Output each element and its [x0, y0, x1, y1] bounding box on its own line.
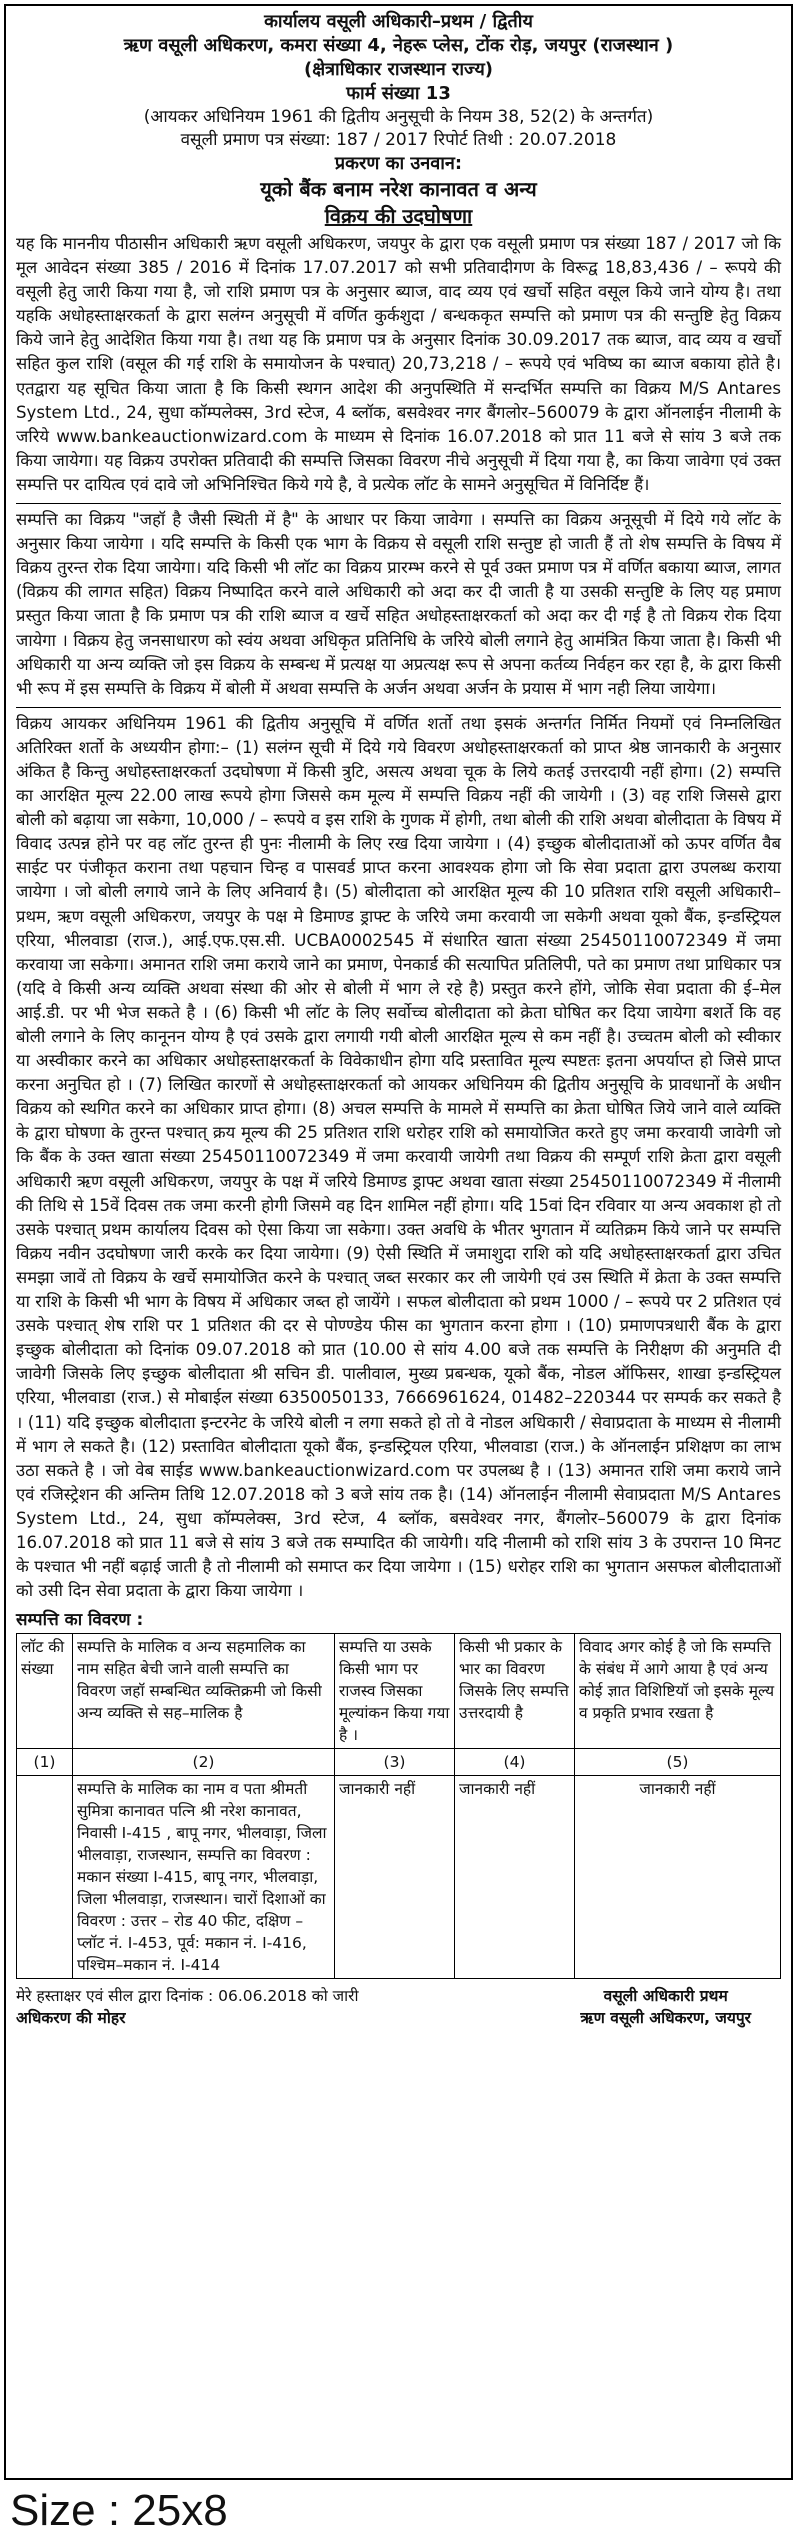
- ad-size-label: Size : 25x8: [10, 2486, 228, 2535]
- form-number: फार्म संख्या 13: [346, 83, 451, 104]
- column-header-description: सम्पत्ति के मालिक व अन्य सहमालिक का नाम सहित बेची जाने वाली सम्पत्ति का विवरण जहॉ सम्बन्धित व्यक्तिक्रमी जो किसी अन्य व्यक्ति से सह–मालिक है: [73, 1634, 335, 1749]
- property-schedule-table: [16, 1633, 781, 1979]
- issued-date-line: मेरे हस्ताक्षर एवं सील द्वारा दिनांक : 06.06.2018 को जारी: [16, 1987, 359, 2006]
- column-number-row: [17, 1749, 781, 1776]
- officer-signature: [580, 1985, 781, 2029]
- column-header-lot: लॉट की संख्या: [17, 1634, 73, 1749]
- proclamation-title: विक्रय की उदघोषणा: [324, 204, 473, 228]
- column-number: (5): [575, 1749, 781, 1776]
- officer-office: ऋण वसूली अधिकरण, जयपुर: [580, 2009, 751, 2028]
- paragraph-terms: विक्रय आयकर अधिनियम 1961 की द्वितीय अनुसूचि में वर्णित शर्तो तथा इसकं अन्तर्गत निर्मित नियमों एवं निम्नलिखित अतिरिक्त शर्तो के अध्ययीन होगा:– (1) सलंग्न सूची में दिये गये विवरण अधोहस्ताक्षरकर्ता को प्राप्त श्रेष्ठ जानकारी के अनुसार अंकित है किन्तु अधोहस्ताक्षरकर्ता उदघोषणा में किसी त्रुटि, असत्य अथवा चूक के लिये कतई उत्तरदायी नहीं होगा। (2) सम्पत्ति का आरक्षित मूल्य 22.00 लाख रूपये होगा जिससे कम मूल्य में सम्पत्ति विक्रय नहीं की जायेगी । (3) वह राशि जिससे द्वारा बोली को बढ़ाया जा सकेगा, 10,000 / – रूपये व इस राशि के गुणक में होगी, तथा बोली की राशि अथवा बोलीदाता के विषय में विवाद उत्पन्न होने पर वह लॉट तुरन्त ही पुनः नीलामी के लिए रख दिया जायेगा । (4) इच्छुक बोलीदाताओं को ऊपर वर्णित वैब साईट पर पंजीकृत कराना तथा पहचान चिन्ह व पासवर्ड प्राप्त करना आवश्यक होगा जो कि सेवा प्रदाता द्वारा उपलब्ध कराया जायेगा । जो बोली लगाये जाने के लिए अनिवार्य है। (5) बोलीदाता को आरक्षित मूल्य की 10 प्रतिशत राशि वसूली अधिकारी–प्रथम, ऋण वसूली अधिकरण, जयपुर के पक्ष मे डिमाण्ड ड्राफ्ट के जरिये जमा करवायी जा सकेगी अथवा यूको बैंक, इन्डस्ट्रियल एरिया, भीलवाडा (राज.), आई.एफ.एस.सी. UCBA0002545 में संधारित खाता संख्या 25450110072349 में जमा करवाया जा सकेगा। अमानत राशि जमा कराये जाने का प्रमाण, पेनकार्ड की सत्यापित प्रतिलिपी, पते का प्रमाण तथा प्राधिकार पत्र (यदि वे किसी अन्य व्यक्ति अथवा संस्था की ओर से बोली में भाग ले रहे है) प्रस्तुत करने होंगे, जोकि सेवा प्रदाता की ई–मेल आई.डी. पर भी भेज सकते है । (6) किसी भी लॉट के लिए सर्वोच्च बोलीदाता को क्रेता घोषित कर दिया जायेगा बशर्ते कि वह बोली लगाने के लिए कानूनन योग्य है एवं उसके द्वारा लगायी गयी बोली आरक्षित मूल्य से कम नहीं है। उच्चतम बोली को स्वीकार या अस्वीकार करने का अधिकार अधोहस्ताक्षरकर्ता के विवेकाधीन होगा यदि प्रस्तावित मूल्य स्पष्टतः इतना अपर्याप्त हो जिसे प्राप्त करना अनुचित हो । (7) लिखित कारणों से अधोहस्ताक्षरकर्ता को आयकर अधिनियम की द्वितीय अनुसूचि के प्रावधानों के अधीन विक्रय को स्थगित करने का अधिकार प्राप्त होगा। (8) अचल सम्पत्ति के मामले में सम्पत्ति का क्रेता घोषित जिये जाने वाले व्यक्ति के द्वारा घोषणा के तुरन्त पश्चात् क्रय मूल्य की 25 प्रतिशत राशि धरोहर राशि को समायोजित करते हुए जमा करवायी जावेगी जो कि बैंक के उक्त खाता संख्या 25450110072349 में जमा करवायी जायेगी तथा विक्रय की सम्पूर्ण राशि क्रेता द्वारा वसूली अधिकारी ऋण वसूली अधिकरण, जयपुर के पक्ष में जरिये डिमाण्ड ड्राफ्ट अथवा खाता संख्या 25450110072349 में नीलामी की तिथि से 15वें दिवस तक जमा करनी होगी जिसमे वह दिन शामिल नहीं होगा। यदि 15वां दिन रविवार या अन्य अवकाश हो तो उसके पश्चात् प्रथम कार्यालय दिवस को ऐसा किया जा सकेगा। उक्त अवधि के भीतर भुगतान में व्यतिक्रम किये जाने पर सम्पत्ति विक्रय नवीन उदघोषणा जारी करके कर दिया जायेगा। (9) ऐसी स्थिति में जमाशुदा राशि को यदि अधोहस्ताक्षरकर्ता द्वारा उचित समझा जावें तो विक्रय के खर्चे समायोजित करने के पश्चात् जब्त सरकार कर ली जायेगी एवं उस स्थिति में क्रेता के उक्त सम्पत्ति या राशि के किसी भी भाग के विषय में अधिकार जब्त हो जायेंगे । सफल बोलीदाता को प्रथम 1000 / – रूपये पर 2 प्रतिशत एवं उसके पश्चात् शेष राशि पर 1 प्रतिशत की दर से पोण्ण्डेय फीस का भुगतान करना होगा । (10) प्रमाणपत्रधारी बैंक के द्वारा इच्छुक बोलीदाता को दिनांक 09.07.2018 को प्रात (10.00 से सांय 4.00 बजे तक सम्पत्ति के निरीक्षण की अनुमति दी जावेगी जिसके लिए इच्छुक बोलीदाता श्री सचिन डी. पालीवाल, मुख्य प्रबन्धक, यूको बैंक, नोडल ऑफिसर, शाखा इन्डस्ट्रियल एरिया, भीलवाडा (राज.) से मोबाईल संख्या 6350050133, 7666961624, 01482–220344 पर सम्पर्क कर सकते है । (11) यदि इच्छुक बोलीदाता इन्टरनेट के जरिये बोली न लगा सकते हो तो वे नोडल अधिकारी / सेवाप्रदाता के माध्यम से नीलामी में भाग ले सकते है। (12) प्रस्तावित बोलीदाता यूको बैंक, इन्डस्ट्रियल एरिया, भीलवाडा (राज.) के ऑनलाईन प्रशिक्षण का लाभ उठा सकते है । जो वेब साईड www.bankeauctionwizard.com पर उपलब्ध है । (13) अमानत राशि जमा कराये जाने एवं रजिस्ट्रेशन की अन्तिम तिथि 12.07.2018 को 3 बजे सांय तक है। (14) ऑनलाईन नीलामी सेवाप्रदाता M/S Antares System Ltd., 24, सुधा कॉम्पलेक्स, 3rd स्टेज, 4 ब्लॉक, बसवेश्वर नगर, बैंगलोर–560079 के द्वारा दिनांक 16.07.2018 को प्रात 11 बजे से सांय 3 बजे तक सम्पादित की जायेगी। यदि नीलामी को राशि सांय 3 के उपरान्त 10 मिनट के पश्चात भी नहीं बढ़ाई जाती है तो नीलामी को समाप्त कर दिया जायेगा । (15) धरोहर राशि का भुगतान असफल बोलीदाताओं को उसी दिन सेवा प्रदाता के द्वारा किया जायेगा ।: [16, 713, 782, 1601]
- case-caption-label: प्रकरण का उनवान:: [334, 153, 463, 174]
- signature-block: [16, 1985, 781, 2029]
- case-title: यूको बैंक बनाम नरेश कानावत व अन्य: [260, 177, 537, 201]
- seal-label: अधिकरण की मोहर: [16, 2009, 126, 2028]
- column-header-revenue: सम्पत्ति या उसके किसी भाग पर राजस्व जिसका मूल्यांकन किया गया है ।: [335, 1634, 455, 1749]
- tribunal-address: ऋण वसूली अधिकरण, कमरा संख्या 4, नेहरू प्लेस, टोंक रोड़, जयपुर (राजस्थान ): [123, 35, 674, 56]
- cell-revenue: जानकारी नहीं: [335, 1776, 455, 1979]
- column-header-encumbrance: किसी भी प्रकार के भार का विवरण जिसके लिए सम्पत्ति उत्तरदायी है: [455, 1634, 575, 1749]
- office-title: कार्यालय वसूली अधिकारी–प्रथम / द्वितीय: [264, 11, 533, 32]
- jurisdiction: (क्षेत्राधिकार राजस्थान राज्य): [303, 59, 493, 80]
- auction-notice: [4, 4, 793, 2480]
- paragraph-certificate: यह कि माननीय पीठासीन अधिकारी ऋण वसूली अधिकरण, जयपुर के द्वारा एक वसूली प्रमाण पत्र संख्या 187 / 2017 जो कि मूल आवेदन संख्या 385 / 2016 में दिनांक 17.07.2017 को सभी प्रतिवादीगण के विरूद्व 18,83,436 / – रूपये की वसूली हेतु जारी किया गया है, जो राशि प्रमाण पत्र के अनुसार ब्याज, वाद व्यय एवं खर्चो सहित वसूल किये जाने योग्य है। तथा यहकि अधोहस्ताक्षरकर्ता के द्वारा सलंग्न अनुसूची में वर्णित कुर्कशुदा / बन्धककृत सम्पत्ति को प्रमाण पत्र की सन्तुष्टि हेतु विक्रय किये जाने हेतु आदेशित किया गया है। तथा यह कि प्रमाण पत्र के अनुसार दिनांक 30.09.2017 तक ब्याज, वाद व्यय व खर्चो सहित कुल राशि (वसूल की गई राशि के समायोजन के पश्चात्) 20,73,218 / – रूपये एवं भविष्य का ब्याज बकाया होते है। एतद्वारा यह सूचित किया जाता है कि किसी स्थगन आदेश की अनुपस्थिति में सन्दर्भित सम्पत्ति का विक्रय M/S Antares System Ltd., 24, सुधा कॉम्पलेक्स, 3rd स्टेज, 4 ब्लॉक, बसवेश्वर नगर बैंगलोर–560079 के द्वारा ऑनलाईन नीलामी के जरिये www.bankeauctionwizard.com के माध्यम से दिनांक 16.07.2018 को प्रात 11 बजे से सांय 3 बजे तक किया जायेगा। यह विक्रय उपरोक्त प्रतिवादी की सम्पत्ति जिसका विवरण नीचे अनुसूची में दिया गया है, का किया जावेगा एवं उक्त सम्पत्ति पर दायित्व एवं दावे जो अभिनिश्चित किये गये है, वे प्रत्येक लॉट के सामने अनुसूचित में विनिर्दिष्ट हैं।: [16, 234, 781, 494]
- cell-lot: [17, 1776, 73, 1979]
- divider: [16, 707, 781, 708]
- cell-property-description: सम्पत्ति के मालिक का नाम व पता श्रीमती सुमित्रा कानावत पत्नि श्री नरेश कानावत, निवासी I-415 , बापू नगर, भीलवाड़ा, जिला भीलवाड़ा, राजस्थान, सम्पत्ति का विवरण : मकान संख्या I-415, बापू नगर, भीलवाड़ा, जिला भीलवाड़ा, राजस्थान। चारों दिशाओं का विवरण : उत्तर – रोड 40 फीट, दक्षिण – प्लॉट नं. I-453, पूर्व: मकान नं. I-416, पश्चिम–मकान नं. I-414: [73, 1776, 335, 1979]
- certificate-number: वसूली प्रमाण पत्र संख्या: 187 / 2017 रिपोर्ट तिथी : 20.07.2018: [180, 130, 617, 150]
- column-number: (4): [455, 1749, 575, 1776]
- column-number: (3): [335, 1749, 455, 1776]
- column-number: (2): [73, 1749, 335, 1776]
- officer-title: वसूली अधिकारी प्रथम: [603, 1987, 728, 2006]
- issue-details: [16, 1985, 359, 2029]
- cell-encumbrance: जानकारी नहीं: [455, 1776, 575, 1979]
- column-header-dispute: विवाद अगर कोई है जो कि सम्पत्ति के संबंध में आगे आया है एवं अन्य कोई ज्ञात विशिष्टियॉ जो इसके मूल्य व प्रकृति प्रभाव रखता है: [575, 1634, 781, 1749]
- act-reference: (आयकर अधिनियम 1961 की द्वितीय अनुसूची के नियम 38, 52(2) के अन्तर्गत): [143, 107, 654, 127]
- table-header-row: [17, 1634, 781, 1749]
- cell-dispute: जानकारी नहीं: [575, 1776, 781, 1979]
- schedule-title: सम्पत्ति का विवरण :: [16, 1610, 144, 1631]
- table-row: [17, 1776, 781, 1979]
- paragraph-sale-basis: सम्पत्ति का विक्रय "जहॉ है जैसी स्थिती में है" के आधार पर किया जावेगा । सम्पत्ति का विक्रय अनूसूची में दिये गये लॉट के अनुसार किया जायेगा । यदि सम्पत्ति के किसी एक भाग के विक्रय से वसूली राशि सन्तुष्ट हो जाती हैं तो शेष सम्पत्ति के विषय में विक्रय तुरन्त रोक दिया जायेगा। यदि किसी भी लॉट का विक्रय प्रारम्भ करने से पूर्व उक्त प्रमाण पत्र में वर्णित बकाया ब्याज, लागत (विक्रय की लागत सहित) विक्रय निष्पादित करने वाले अधिकारी को अदा कर दी जाती है या उसकी सन्तुष्टि के लिए यह प्रमाण प्रस्तुत किया जाता है कि प्रमाण पत्र की राशि ब्याज व खर्चे सहित अधोहस्ताक्षरकर्ता को अदा कर दी गई है तो विक्रय रोक दिया जायेगा । विक्रय हेतु जनसाधारण को स्वंय अथवा अधिकृत प्रतिनिधि के जरिये बोली लगाने हेतु आमंत्रित किया जाता है। किसी भी अधिकारी या अन्य व्यक्ति जो इस विक्रय के सम्बन्ध में प्रत्यक्ष या अप्रत्यक्ष रूप से अपना कर्तव्य निर्वहन कर रहा है, के द्वारा किसी भी रूप में इस सम्पत्ति के विक्रय में बोली में अथवा सम्पत्ति के अर्जन अथवा अर्जन के प्रयास में भाग नही लिया जायेगा।: [16, 510, 781, 698]
- divider: [16, 503, 781, 504]
- column-number: (1): [17, 1749, 73, 1776]
